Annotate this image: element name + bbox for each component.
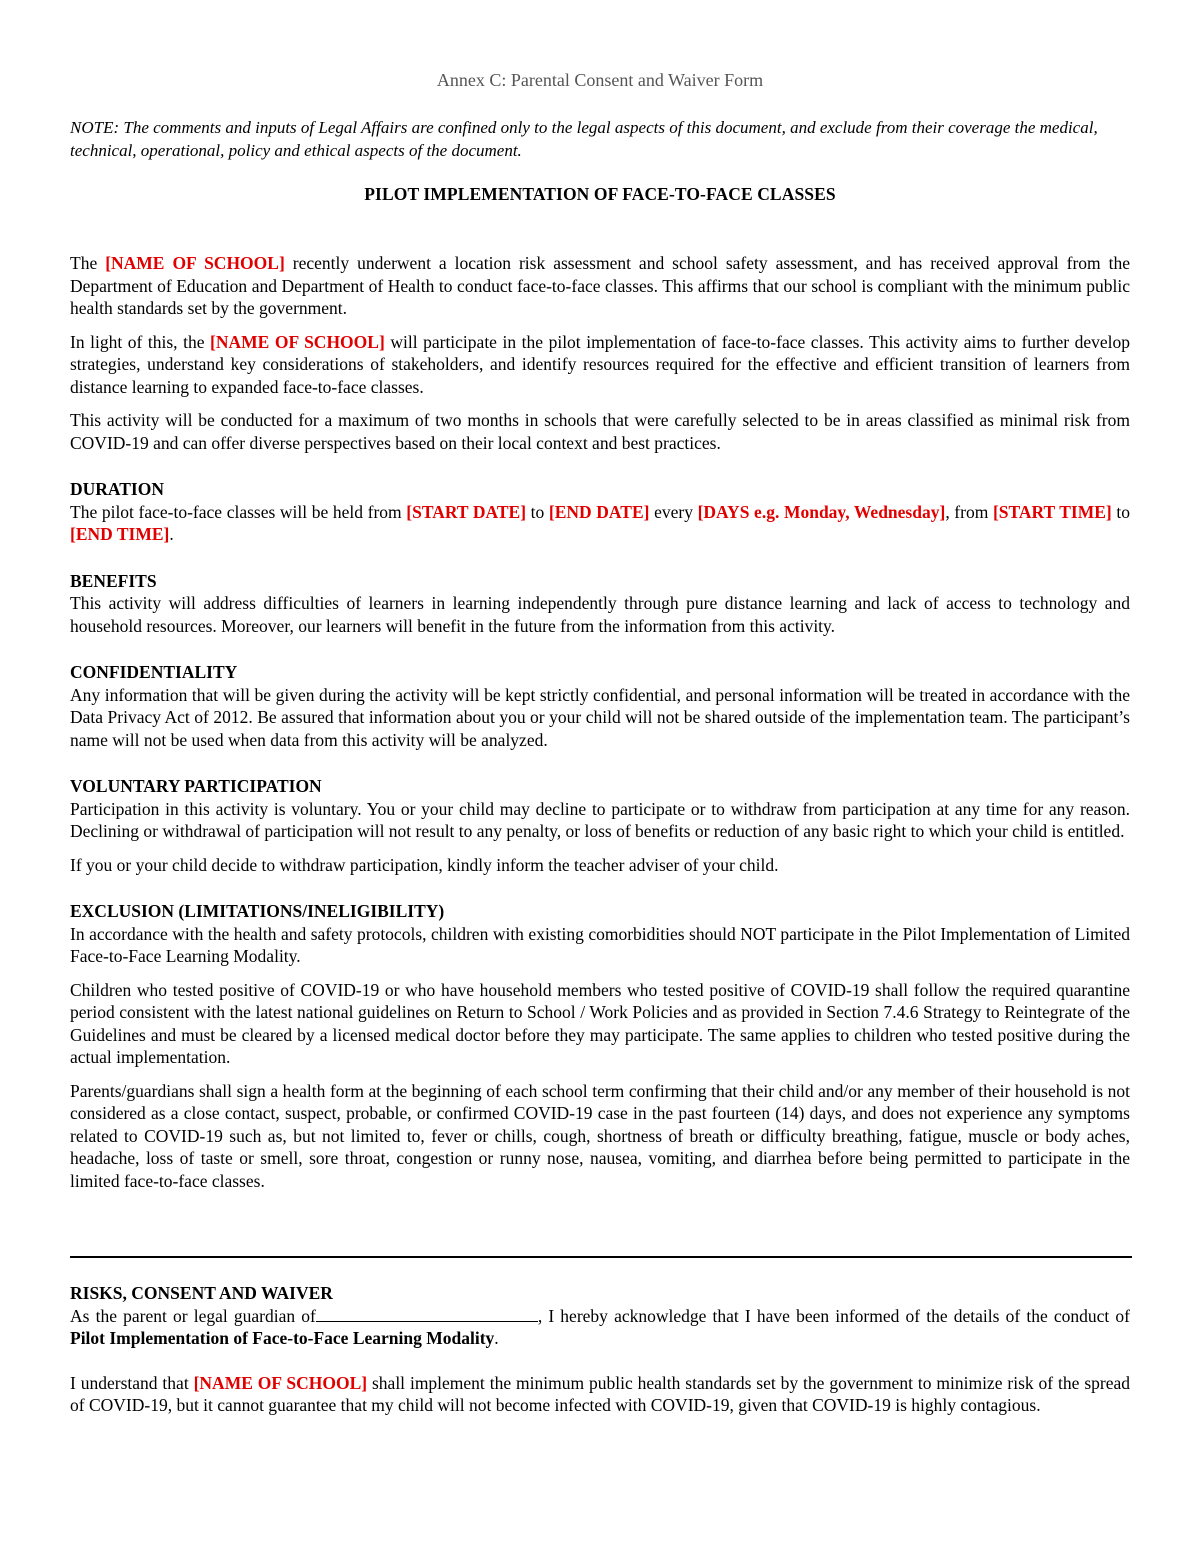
text: every	[649, 501, 698, 522]
consent-paragraph-1	[70, 1305, 1130, 1350]
duration-text	[70, 501, 1130, 546]
consent-section	[70, 1282, 1130, 1439]
voluntary-section	[70, 775, 1130, 876]
intro-paragraph-3: This activity will be conducted for a maximum of two months in schools that were carefully selected to be in areas classified as minimal risk from COVID-19 and can offer diverse perspectives based on their local context and best practices.	[70, 410, 1130, 453]
text: .	[494, 1328, 499, 1348]
exclusion-paragraph-3: Parents/guardians shall sign a health form at the beginning of each school term confirming that their child and/or any member of their household is not considered as a close contact, suspect, probable, or confirmed COVID-19 case in the past fourteen (14) days, and does not experience any symptoms related to COVID-19 such as, but not limited to, fever or chills, cough, shortness of breath or difficulty breathing, fatigue, muscle or body aches, headache, loss of taste or smell, sore throat, congestion or runny nose, nausea, vomiting, and diarrhea before being permitted to participate in the limited face-to-face classes.	[70, 1080, 1130, 1191]
start-time-placeholder: [START TIME]	[992, 501, 1112, 522]
text: I understand that	[70, 1372, 194, 1393]
intro-paragraph-2	[70, 331, 1130, 399]
benefits-heading: BENEFITS	[70, 570, 157, 591]
voluntary-paragraph-2: If you or your child decide to withdraw participation, kindly inform the teacher adviser of your child.	[70, 854, 779, 875]
text: to	[526, 501, 549, 522]
voluntary-heading: VOLUNTARY PARTICIPATION	[70, 776, 322, 796]
school-placeholder: [NAME OF SCHOOL]	[210, 331, 385, 352]
confidentiality-heading: CONFIDENTIALITY	[70, 662, 238, 682]
exclusion-paragraph-2: Children who tested positive of COVID-19 or who have household members who tested positive of COVID-19 shall follow the required quarantine period consistent with the latest national guidelines on Return to School / Work Policies and as provided in Section 7.4.6 Strategy to Reintegrate of the Guidelines and must be cleared by a licensed medical doctor before they may participate. The same applies to children who tested positive during the actual implementation.	[70, 979, 1130, 1067]
benefits-text: This activity will address difficulties of learners in learning independently through pure distance learning and lack of access to technology and household resources. Moreover, our learners will benefit in the future from the information from this activity.	[70, 593, 1130, 636]
benefits-section	[70, 570, 1130, 638]
text: In light of this, the	[70, 331, 211, 352]
text: shall implement the minimum public health standards set by the government to minimize risk of the spread of COVID-19, but it cannot guarantee that my child will not become infected with COVID-19, given that COVID-19 is highly contagious.	[70, 1372, 1130, 1415]
annex-header: Annex C: Parental Consent and Waiver Form	[436, 70, 764, 90]
text: , I hereby acknowledge that I have been informed of the details of the conduct of	[537, 1305, 1130, 1326]
text: The	[70, 253, 106, 273]
text: The pilot face-to-face classes will be held from	[70, 501, 407, 522]
text: , from	[945, 501, 993, 522]
risks-heading: RISKS, CONSENT AND WAIVER	[70, 1283, 333, 1303]
document-title: PILOT IMPLEMENTATION OF FACE-TO-FACE CLASSES	[364, 184, 836, 204]
exclusion-paragraph-1: In accordance with the health and safety protocols, children with existing comorbidities should NOT participate in the Pilot Implementation of Limited Face-to-Face Learning Modality.	[70, 923, 1130, 966]
school-placeholder: [NAME OF SCHOOL]	[105, 253, 285, 273]
confidentiality-section	[70, 661, 1130, 751]
text: .	[169, 524, 174, 544]
end-date-placeholder: [END DATE]	[548, 501, 650, 522]
text: will participate in the pilot implementation of face-to-face classes. This activity aims to further develop strategies, understand key considerations of stakeholders, and identify resources required for the effective and efficient transition of learners from distance learning to expanded face-to-face classes.	[70, 331, 1131, 397]
voluntary-paragraph-1: Participation in this activity is voluntary. You or your child may decline to participate or to withdraw from participation at any time for any reason. Declining or withdrawal of participation will not result to any penalty, or loss of benefits or reduction of any basic right to which your child is entitled.	[70, 798, 1130, 841]
consent-paragraph-2	[70, 1372, 1130, 1417]
section-divider	[70, 1256, 1132, 1258]
text: As the parent or legal guardian of	[70, 1305, 316, 1326]
program-name: Pilot Implementation of Face-to-Face Learning Modality	[70, 1328, 495, 1348]
child-name-blank[interactable]	[316, 1305, 538, 1322]
exclusion-section	[70, 900, 1130, 1192]
duration-heading: DURATION	[70, 479, 164, 499]
start-date-placeholder: [START DATE]	[406, 501, 527, 522]
legal-note: NOTE: The comments and inputs of Legal Affairs are confined only to the legal aspects of this document, and exclude from their coverage the medical, technical, operational, policy and ethical aspects of the document.	[70, 118, 1098, 160]
duration-section	[70, 478, 1130, 546]
confidentiality-text: Any information that will be given during the activity will be kept strictly confidential, and personal information will be treated in accordance with the Data Privacy Act of 2012. Be assured that information about you or your child will not be shared outside of the implementation team. The participant’s name will not be used when data from this activity will be analyzed.	[70, 684, 1130, 750]
end-time-placeholder: [END TIME]	[70, 524, 170, 544]
intro-paragraph-1	[70, 252, 1130, 320]
document-body	[70, 252, 1130, 1203]
text: recently underwent a location risk assessment and school safety assessment, and has received approval from the Department of Education and Department of Health to conduct face-to-face classes. This affirms that our school is compliant with the minimum public health standards set by the government.	[70, 253, 1130, 318]
school-placeholder: [NAME OF SCHOOL]	[193, 1372, 368, 1393]
exclusion-heading: EXCLUSION (LIMITATIONS/INELIGIBILITY)	[70, 901, 445, 921]
text: to	[1111, 501, 1130, 522]
days-placeholder: [DAYS e.g. Monday, Wednesday]	[697, 501, 946, 522]
